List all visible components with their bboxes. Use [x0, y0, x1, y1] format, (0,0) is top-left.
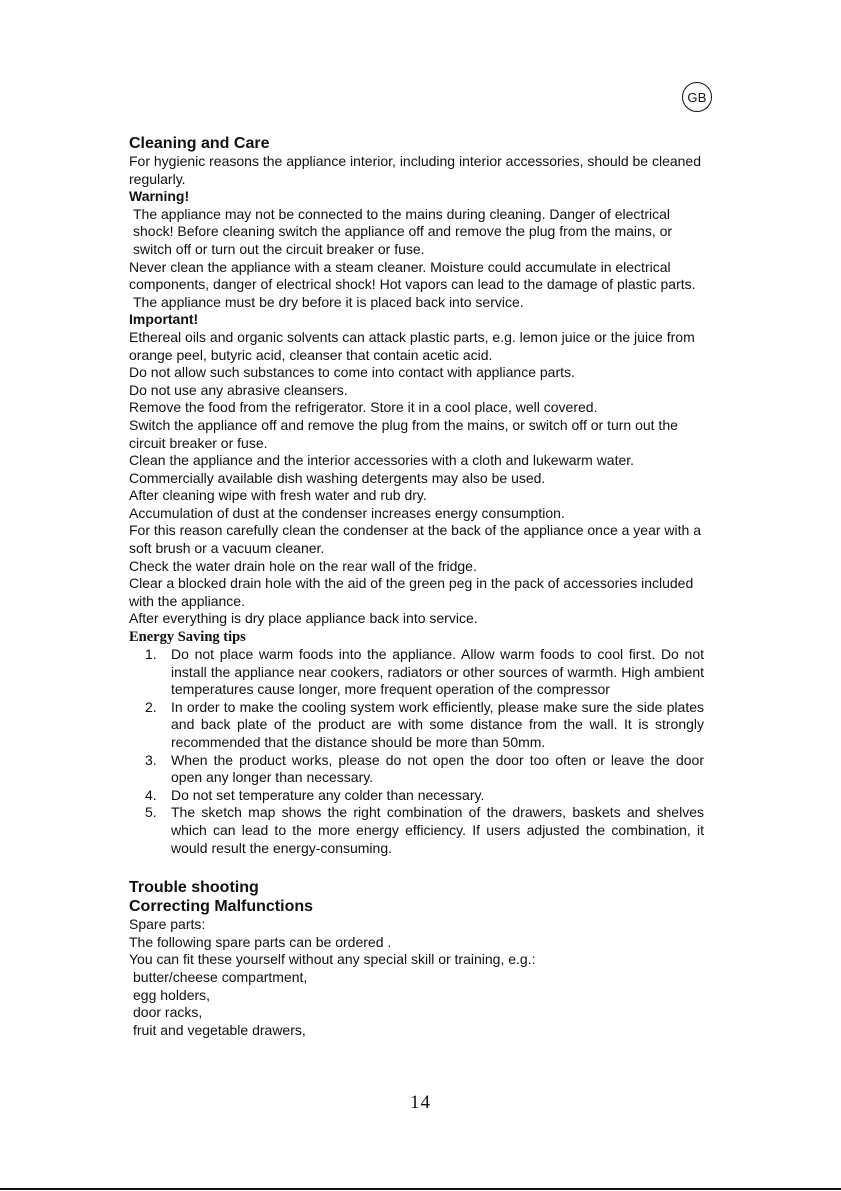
spare-parts-intro: The following spare parts can be ordered . — [129, 933, 392, 950]
list-item — [129, 646, 704, 699]
cleaning-heading: Cleaning and Care — [129, 135, 270, 152]
important-heading: Important! — [129, 311, 199, 328]
cleaning-intro: For hygienic reasons the appliance interior, including interior accessories, should be cleaned regularly. — [129, 153, 701, 187]
care-line: Do not allow such substances to come into contact with appliance parts. — [129, 364, 575, 381]
warning-text-3: The appliance must be dry before it is placed back into service. — [133, 293, 524, 310]
list-text: Do not set temperature any colder than necessary. — [171, 786, 485, 803]
care-line: Do not use any abrasive cleansers. — [129, 381, 348, 398]
list-number: 1. — [145, 646, 157, 663]
care-line: For this reason carefully clean the condenser at the back of the appliance once a year with a soft brush or a vacuum cleaner. — [129, 522, 702, 557]
list-text: When the product works, please do not open the door too often or leave the door open any longer than necessary. — [171, 751, 704, 786]
warning-text-1: The appliance may not be connected to the mains during cleaning. Danger of electrical shock! Before cleaning switch the appliance off and remove the plug from the mains, or switch off or turn out the circuit breaker or fuse. — [133, 205, 673, 257]
care-line: After cleaning wipe with fresh water and rub dry. — [129, 487, 427, 504]
page-content — [129, 134, 704, 1039]
care-line: Accumulation of dust at the condenser increases energy consumption. — [129, 504, 565, 521]
list-item — [129, 804, 704, 857]
spare-part-item: door racks, — [133, 1004, 203, 1021]
energy-heading: Energy Saving tips — [129, 629, 246, 646]
list-item — [129, 752, 704, 787]
list-number: 2. — [145, 698, 157, 715]
list-number: 4. — [145, 786, 157, 803]
care-line: Clear a blocked drain hole with the aid of the green peg in the pack of accessories included with the appliance. — [129, 575, 694, 609]
fit-intro: You can fit these yourself without any special skill or training, e.g.: — [129, 951, 536, 968]
care-line: Commercially available dish washing detergents may also be used. — [129, 469, 546, 486]
energy-tips-list — [129, 646, 704, 857]
care-line: Check the water drain hole on the rear wall of the fridge. — [129, 557, 477, 574]
list-number: 3. — [145, 751, 157, 768]
section-spacer — [129, 857, 704, 878]
list-item — [129, 787, 704, 805]
language-badge: GB — [682, 82, 712, 112]
page-number: 14 — [410, 1092, 431, 1113]
bottom-border — [0, 1188, 841, 1190]
care-line: Ethereal oils and organic solvents can attack plastic parts, e.g. lemon juice or the juice from orange peel, butyric acid, cleanser that contain acetic acid. — [129, 328, 695, 363]
list-text: Do not place warm foods into the appliance. Allow warm foods to cool first. Do not install the appliance near cookers, radiators or other sources of warmth. High ambient temperatures cause longer, more frequent operation of the compressor — [171, 646, 704, 698]
list-text: In order to make the cooling system work efficiently, please make sure the side plates and back plate of the product are with some distance from the wall. It is strongly recommended that the distance should be more than 50mm. — [171, 698, 704, 750]
care-line: Switch the appliance off and remove the plug from the mains, or switch off or turn out the circuit breaker or fuse. — [129, 416, 678, 451]
spare-parts-label: Spare parts: — [129, 916, 206, 933]
care-line: Remove the food from the refrigerator. Store it in a cool place, well covered. — [129, 399, 598, 416]
list-item — [129, 699, 704, 752]
malfunctions-heading: Correcting Malfunctions — [129, 898, 314, 916]
warning-text-2: Never clean the appliance with a steam cleaner. Moisture could accumulate in electrical components, danger of electrical shock! Hot vapors can lead to the damage of plastic parts. — [129, 258, 696, 293]
list-text: The sketch map shows the right combination of the drawers, baskets and shelves which can lead to the more energy efficiency. If users adjusted the combination, it would result the energy-consuming. — [171, 804, 704, 856]
care-line: After everything is dry place appliance back into service. — [129, 610, 478, 627]
spare-part-item: butter/cheese compartment, — [133, 968, 308, 985]
spare-part-item: fruit and vegetable drawers, — [133, 1021, 306, 1038]
spare-part-item: egg holders, — [133, 986, 211, 1003]
trouble-heading: Trouble shooting — [129, 879, 259, 897]
warning-heading: Warning! — [129, 188, 190, 205]
list-number: 5. — [145, 804, 157, 821]
care-line: Clean the appliance and the interior accessories with a cloth and lukewarm water. — [129, 452, 635, 469]
